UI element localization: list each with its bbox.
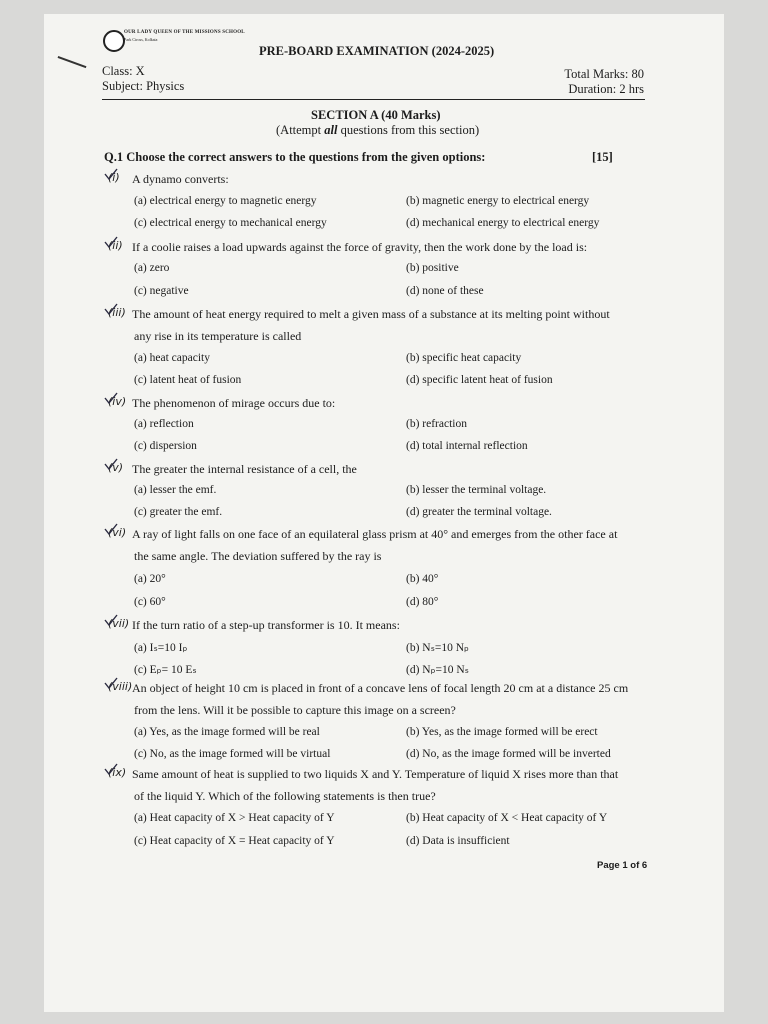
option-d: (d) none of these bbox=[406, 285, 484, 297]
question-text: The phenomenon of mirage occurs due to: bbox=[132, 396, 336, 410]
option-d: (d) 80° bbox=[406, 596, 439, 608]
question-text: A dynamo converts: bbox=[132, 172, 229, 186]
question-number: (vi) bbox=[108, 526, 127, 539]
check-mark-icon bbox=[104, 303, 118, 315]
check-mark-icon bbox=[104, 677, 118, 689]
option-a: (a) lesser the emf. bbox=[134, 484, 217, 496]
option-b: (b) magnetic energy to electrical energy bbox=[406, 195, 590, 207]
section-note: (Attempt all questions from this section) bbox=[276, 123, 480, 137]
option-d: (d) Data is insufficient bbox=[406, 835, 510, 847]
total-marks: Total Marks: 80 bbox=[564, 67, 644, 81]
question-number: (vii) bbox=[108, 617, 130, 630]
option-a: (a) Yes, as the image formed will be real bbox=[134, 726, 320, 738]
check-mark-icon bbox=[104, 236, 118, 248]
option-b: (b) positive bbox=[406, 262, 459, 274]
subject-label: Subject: Physics bbox=[102, 79, 185, 93]
question-text-cont: the same angle. The deviation suffered by the ray is bbox=[134, 549, 382, 563]
option-d: (d) No, as the image formed will be inverted bbox=[406, 748, 611, 760]
option-a: (a) heat capacity bbox=[134, 352, 210, 364]
option-c: (c) latent heat of fusion bbox=[134, 374, 242, 386]
check-mark-icon bbox=[104, 458, 118, 470]
page-number: Page 1 of 6 bbox=[597, 860, 648, 871]
q1-marks: [15] bbox=[592, 150, 613, 164]
exam-title: PRE-BOARD EXAMINATION (2024-2025) bbox=[259, 44, 495, 58]
question-text: The greater the internal resistance of a cell, the bbox=[132, 462, 357, 476]
header-divider bbox=[102, 99, 645, 100]
question-number: (ii) bbox=[108, 239, 123, 252]
class-label: Class: X bbox=[102, 64, 145, 78]
option-c: (c) greater the emf. bbox=[134, 506, 223, 518]
question-text: An object of height 10 cm is placed in front of a concave lens of focal length 20 cm at a distance 25 cm bbox=[132, 681, 629, 695]
option-b: (b) Nₛ=10 Nₚ bbox=[406, 642, 469, 654]
option-b: (b) Yes, as the image formed will be erect bbox=[406, 726, 598, 738]
option-a: (a) reflection bbox=[134, 418, 194, 430]
q1-heading: Q.1 Choose the correct answers to the questions from the given options: bbox=[104, 150, 486, 164]
duration: Duration: 2 hrs bbox=[568, 82, 644, 96]
school-location: Park Circus, Kolkata bbox=[124, 37, 158, 42]
question-number: (iii) bbox=[108, 306, 126, 319]
question-text: A ray of light falls on one face of an equilateral glass prism at 40° and emerges from the other face at bbox=[132, 527, 618, 541]
question-number: (ix) bbox=[108, 766, 127, 779]
question-number: (i) bbox=[108, 171, 120, 184]
question-text-cont: of the liquid Y. Which of the following statements is then true? bbox=[134, 789, 436, 803]
question-text-cont: any rise in its temperature is called bbox=[134, 329, 302, 343]
option-d: (d) total internal reflection bbox=[406, 440, 528, 452]
question-number: (viii) bbox=[108, 680, 133, 693]
check-mark-icon bbox=[104, 523, 118, 535]
option-a: (a) Heat capacity of X > Heat capacity of Y bbox=[134, 812, 335, 824]
option-b: (b) specific heat capacity bbox=[406, 352, 522, 364]
option-a: (a) 20° bbox=[134, 573, 166, 585]
question-text: If a coolie raises a load upwards against the force of gravity, then the work done by the load is: bbox=[132, 240, 588, 254]
school-logo-icon bbox=[103, 30, 125, 52]
question-text-cont: from the lens. Will it be possible to capture this image on a screen? bbox=[134, 703, 456, 717]
question-text: Same amount of heat is supplied to two liquids X and Y. Temperature of liquid X rises more than that bbox=[132, 767, 619, 781]
option-d: (d) specific latent heat of fusion bbox=[406, 374, 553, 386]
check-mark-icon bbox=[104, 392, 118, 404]
option-c: (c) Eₚ= 10 Eₛ bbox=[134, 664, 197, 676]
question-text: If the turn ratio of a step-up transformer is 10. It means: bbox=[132, 618, 400, 632]
option-b: (b) lesser the terminal voltage. bbox=[406, 484, 547, 496]
option-d: (d) mechanical energy to electrical energy bbox=[406, 217, 600, 229]
option-d: (d) Nₚ=10 Nₛ bbox=[406, 664, 469, 676]
question-number: (v) bbox=[108, 461, 124, 474]
option-c: (c) dispersion bbox=[134, 440, 197, 452]
check-mark-icon bbox=[104, 763, 118, 775]
option-c: (c) electrical energy to mechanical energy bbox=[134, 217, 327, 229]
option-b: (b) refraction bbox=[406, 418, 467, 430]
check-mark-icon bbox=[104, 614, 118, 626]
question-number: (iv) bbox=[108, 395, 127, 408]
section-title: SECTION A (40 Marks) bbox=[311, 108, 441, 122]
school-name: OUR LADY QUEEN OF THE MISSIONS SCHOOL bbox=[124, 30, 245, 35]
option-a: (a) electrical energy to magnetic energy bbox=[134, 195, 317, 207]
option-a: (a) zero bbox=[134, 262, 170, 274]
check-mark-icon bbox=[104, 168, 118, 180]
option-d: (d) greater the terminal voltage. bbox=[406, 506, 552, 518]
option-c: (c) 60° bbox=[134, 596, 166, 608]
option-c: (c) No, as the image formed will be virtual bbox=[134, 748, 331, 760]
option-c: (c) Heat capacity of X = Heat capacity of Y bbox=[134, 835, 335, 847]
question-text: The amount of heat energy required to melt a given mass of a substance at its melting point without bbox=[132, 307, 610, 321]
option-b: (b) Heat capacity of X < Heat capacity of Y bbox=[406, 812, 608, 824]
option-c: (c) negative bbox=[134, 285, 189, 297]
option-b: (b) 40° bbox=[406, 573, 439, 585]
option-a: (a) Iₛ=10 Iₚ bbox=[134, 642, 188, 654]
